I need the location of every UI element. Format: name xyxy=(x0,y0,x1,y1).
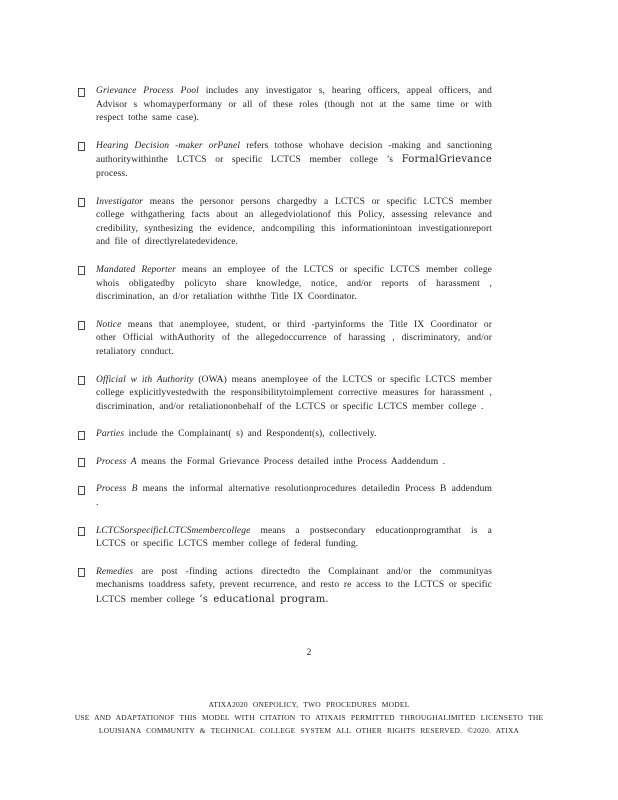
definition-text: Investigator means the personor persons chargedby a LCTCS or specific LCTCS member college withgathering facts about an allegedviolationof this Policy, assessing relevance and credibility, synthesizing the evidence, andcompiling this informationintoan investigationreport and file of directlyrelatedevidence. xyxy=(96,196,492,248)
definition-text: LCTCSorspecificLCTCSmembercollege means a postsecondary educationprogramthat is a LCTCS or specific LCTCS member college of federal funding. xyxy=(96,525,492,550)
footer-line-3: LOUISIANA COMMUNITY & TECHNICAL COLLEGE SYSTEM ALL OTHER RIGHTS RESERVED. ©2020. ATIXA xyxy=(98,726,520,735)
bullet-square-icon xyxy=(78,198,85,207)
definition-item xyxy=(78,566,492,608)
definition-text: Remedies are post -finding actions directedto the Complainant and/or the communityas mechanisms toaddress safety, prevent recurrence, and resto re access to the LCTCS or specific LCTCS member college ’s educational program. xyxy=(96,566,492,606)
definition-text: Grievance Process Pool includes any investigator s, hearing officers, appeal officers, and Advisor s whomayperformany or all of these roles (though not at the same time or with respect tothe same case). xyxy=(96,86,492,124)
bullet-square-icon xyxy=(78,431,85,440)
definition-text: Mandated Reporter means an employee of the LCTCS or specific LCTCS member college whois obligatedby policyto share knowledge, notice, and/or reports of harassment , discrimination, an d/or retaliation withthe Title IX Coordinator. xyxy=(96,264,492,303)
definition-item xyxy=(78,264,492,305)
definition-text: Official w ith Authority (OWA) means anemployee of the LCTCS or specific LCTCS member college explicitlyvestedwith the responsibilitytoimplement corrective measures for harassment , discrimination, and/or retaliationonbehalf of the LCTCS or specific LCTCS member college . xyxy=(96,374,492,412)
definition-text: Process B means the informal alternative resolutionprocedures detailedin Process B addendum . xyxy=(96,484,492,509)
definition-text: Parties include the Complainant( s) and Respondent(s), collectively. xyxy=(96,429,377,440)
definition-item xyxy=(78,483,492,510)
definition-item xyxy=(78,140,492,182)
footer-line-2: USE AND ADAPTATIONOF THIS MODEL WITH CITATION TO ATIXAIS PERMITTED THROUGHALIMITED LICENSETO THE xyxy=(74,713,544,722)
definition-item xyxy=(78,525,492,552)
bullet-square-icon xyxy=(78,527,85,536)
definition-item xyxy=(78,428,492,442)
definition-text: Process A means the Formal Grievance Process detailed inthe Process Aaddendum . xyxy=(96,456,446,467)
bullet-square-icon xyxy=(78,142,85,151)
bullet-square-icon xyxy=(78,458,85,467)
bullet-square-icon xyxy=(78,376,85,385)
bullet-square-icon xyxy=(78,321,85,330)
bullet-square-icon xyxy=(78,486,85,495)
page-footer xyxy=(0,698,618,737)
definition-item xyxy=(78,196,492,250)
page-number: 2 xyxy=(306,648,312,658)
definition-list xyxy=(78,85,492,622)
bullet-square-icon xyxy=(78,568,85,577)
definition-item xyxy=(78,319,492,360)
bullet-square-icon xyxy=(78,88,85,97)
bullet-square-icon xyxy=(78,266,85,275)
definition-text: Hearing Decision -maker orPanel refers tothose whohave decision -making and sanctioning authoritywithinthe LCTCS or specific LCTCS member college ’s FormalGrievance process. xyxy=(96,140,492,179)
footer-line-1: ATIXA2020 ONEPOLICY, TWO PROCEDURES MODEL xyxy=(208,700,410,709)
definition-item xyxy=(78,456,492,470)
definition-text: Notice means that anemployee, student, or third -partyinforms the Title IX Coordinator or other Official withAuthority of the allegedoccurrence of harassing , discriminatory, and/or retaliatory conduct. xyxy=(96,319,492,357)
definition-item xyxy=(78,374,492,415)
definition-item xyxy=(78,85,492,126)
